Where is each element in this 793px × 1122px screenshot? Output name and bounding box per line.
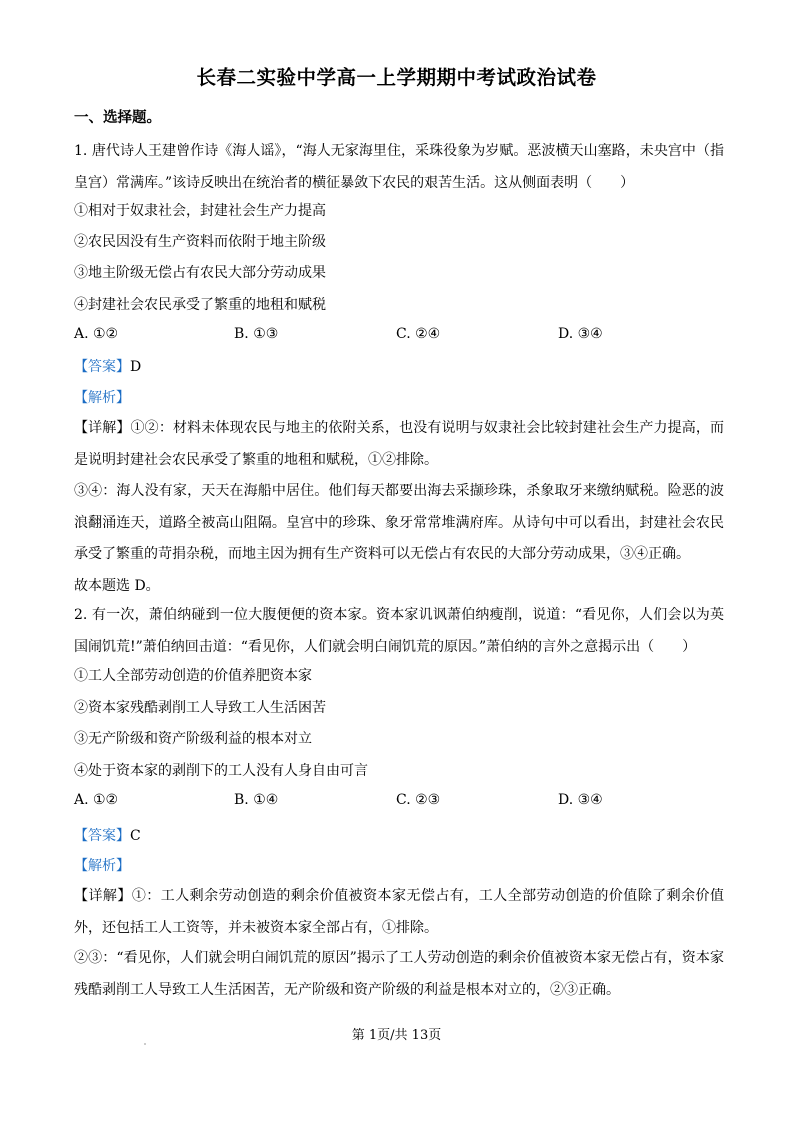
q2-item-4: ④处于资本家的剥削下的工人没有人身自由可言 [74,763,368,779]
q1-option-d: D. ③④ [558,326,603,342]
q1-detail-2: ③④：海人没有家，天天在海船中居住。他们每天都要出海去采撷珍珠，杀象取牙来缴纳赋税。险恶的波浪翻涌连天，道路全被高山阻隔。皇宫中的珍珠、象牙常常堆满府库。从诗句中可以看出，封建社会农民承受了繁重的苛捐杂税，而地主因为拥有生产资料可以无偿占有农民的大部分劳动成果，③④正确。 [74,483,724,562]
q2-answer: C [130,828,141,844]
q1-option-b: B. ①③ [234,326,279,342]
q2-item-2: ②资本家残酷剥削工人导致工人生活困苦 [74,700,326,716]
q1-detail-1: 【详解】①②：材料未体现农民与地主的依附关系，也没有说明与奴隶社会比较封建社会生产力提高，而是说明封建社会农民承受了繁重的地租和赋税，①②排除。 [74,420,725,468]
q2-item-1: ①工人全部劳动创造的价值养肥资本家 [74,668,312,684]
q1-option-a: A. ①② [74,326,119,342]
q1-analysis-tag: 【解析】 [74,390,130,406]
q1-conclusion: 故本题选 D。 [74,578,160,594]
q2-stem: 2. 有一次，萧伯纳碰到一位大腹便便的资本家。资本家讥讽萧伯纳瘦削，说道：“看见你，人们会以为英国闹饥荒!”萧伯纳回击道：“看见你，人们就会明白闹饥荒的原因。”萧伯纳的言外之意揭示出（ ） [74,607,724,655]
q1-item-1: ①相对于奴隶社会，封建社会生产力提高 [74,203,326,219]
q1-answer-line [74,357,141,377]
page-footer: 第 1页/共 13页 [351,1028,442,1043]
q2-item-3: ③无产阶级和资产阶级利益的根本对立 [74,731,312,747]
q2-analysis-tag: 【解析】 [74,858,130,874]
q2-option-a: A. ①② [74,792,119,808]
q1-option-c: C. ②④ [396,326,441,342]
page-title: 长春二实验中学高一上学期期中考试政治试卷 [196,66,597,89]
section-heading: 一、选择题。 [74,109,161,126]
q1-item-3: ③地主阶级无偿占有农民大部分劳动成果 [74,265,326,281]
detail-tag: 【详解】 [74,420,131,436]
scan-dot [144,1043,146,1045]
q2-option-b: B. ①④ [234,792,279,808]
answer-tag: 【答案】 [74,828,130,844]
q2-detail-1: 【详解】①：工人剩余劳动创造的剩余价值被资本家无偿占有，工人全部劳动创造的价值除了剩余价值外，还包括工人工资等，并未被资本家全部占有，①排除。 [74,888,725,936]
q2-detail-2: ②③：“看见你，人们就会明白闹饥荒的原因”揭示了工人劳动创造的剩余价值被资本家无偿占有，资本家残酷剥削工人导致工人生活困苦，无产阶级和资产阶级的利益是根本对立的，②③正确。 [74,950,724,998]
q1-stem: 1. 唐代诗人王建曾作诗《海人谣》，“海人无家海里住，采珠役象为岁赋。恶波横天山塞路，未央宫中（指皇宫）常满库。”该诗反映出在统治者的横征暴敛下农民的艰苦生活。这从侧面表明（ ） [74,143,724,191]
q1-item-2: ②农民因没有生产资料而依附于地主阶级 [74,234,326,250]
q2-option-c: C. ②③ [396,792,441,808]
q2-option-d: D. ③④ [558,792,603,808]
q1-answer: D [130,359,142,375]
q2-answer-line [74,826,141,846]
answer-tag: 【答案】 [74,359,130,375]
q1-item-4: ④封建社会农民承受了繁重的地租和赋税 [74,297,326,313]
detail-tag: 【详解】 [74,888,132,904]
